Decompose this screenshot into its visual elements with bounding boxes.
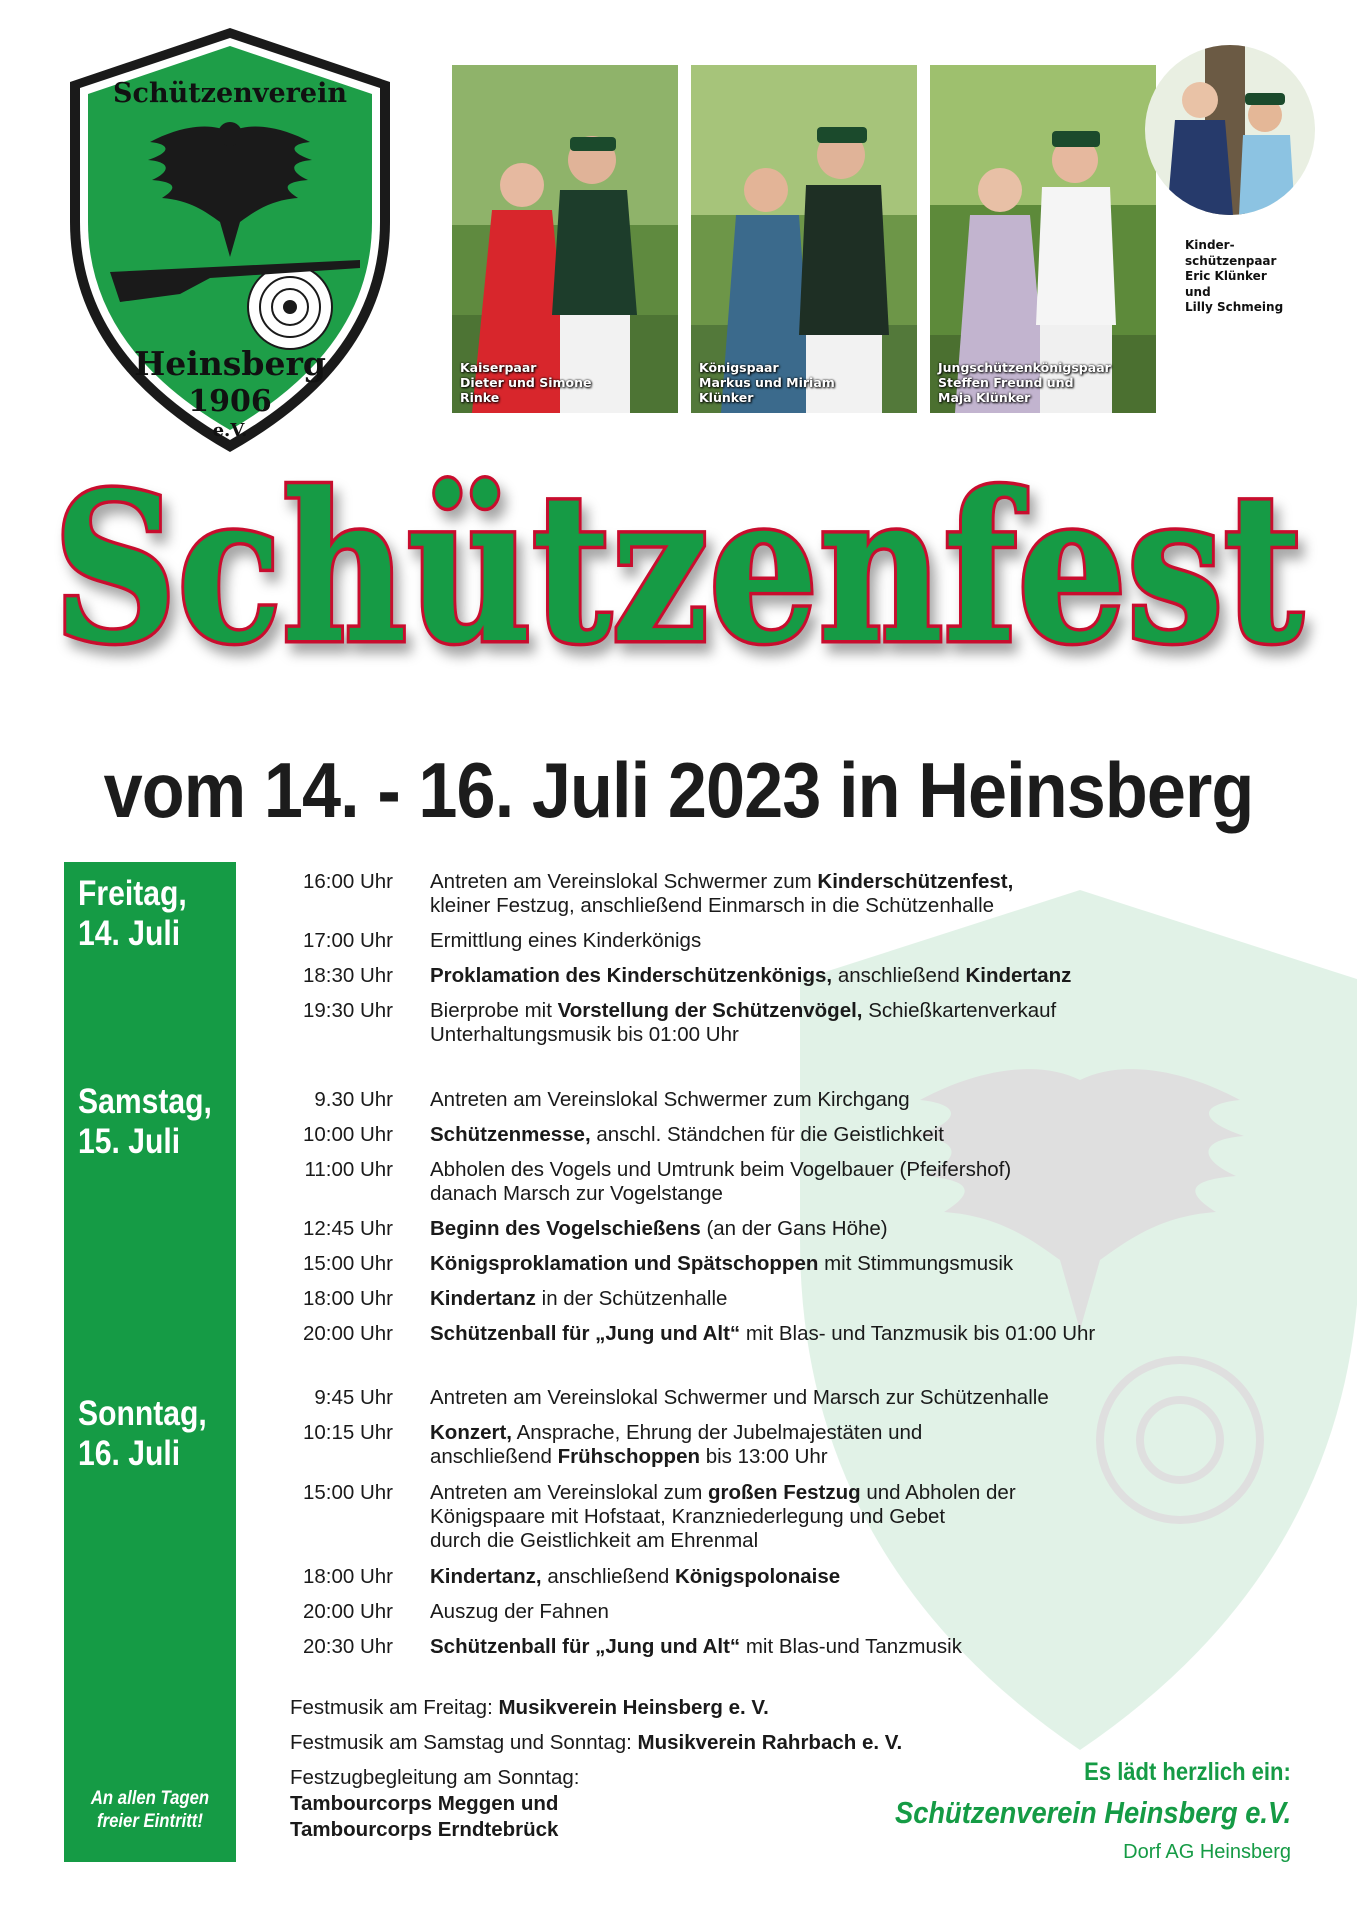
photo-jungschuetzen	[930, 65, 1156, 413]
photo-koenigspaar	[691, 65, 917, 413]
day-sidebar	[64, 862, 236, 1862]
photo-caption: Jungschützenkönigspaar Steffen Freund und Maja Klünker	[938, 360, 1111, 405]
logo-text-year: 1906	[188, 384, 272, 419]
photo-caption: Königspaar Markus und Miriam Klünker	[699, 360, 835, 405]
day-friday: Freitag, 14. Juli	[78, 874, 187, 953]
invite-organizer: Dorf AG Heinsberg	[1123, 1841, 1291, 1863]
photo-kinderschuetzenpaar	[1145, 45, 1315, 215]
parade-escort: Festzugbegleitung am Sonntag: Tambourcorps Meggen und Tambourcorps Erndtebrück	[290, 1766, 580, 1841]
invite-club: Schützenverein Heinsberg e.V.	[894, 1795, 1291, 1830]
title-text: Schützenfest	[53, 449, 1303, 680]
kinder-caption: Kinder- schützenpaar Eric Klünker und Lilly Schmeing	[1185, 238, 1284, 314]
music-weekend: Festmusik am Samstag und Sonntag: Musikverein Rahrbach e. V.	[290, 1731, 903, 1754]
event-dates: vom 14. - 16. Juli 2023 in Heinsberg	[103, 746, 1254, 834]
music-friday: Festmusik am Freitag: Musikverein Heinsberg e. V.	[290, 1696, 769, 1719]
club-logo	[60, 22, 400, 462]
page-title	[0, 440, 1357, 680]
day-saturday: Samstag, 15. Juli	[78, 1082, 212, 1161]
logo-text-name: Heinsberg	[134, 344, 326, 383]
logo-text-suffix: e.V.	[212, 420, 248, 441]
logo-text-top: Schützenverein	[113, 78, 347, 109]
photo-kaiserpaar	[452, 65, 678, 413]
day-sunday: Sonntag, 16. Juli	[78, 1394, 207, 1473]
invite-heading: Es lädt herzlich ein:	[1084, 1758, 1291, 1786]
children-photo-icon	[1145, 45, 1315, 215]
free-entry-note: An allen Tagen freier Eintritt!	[90, 1788, 210, 1832]
photo-caption: Kaiserpaar Dieter und Simone Rinke	[460, 360, 592, 405]
